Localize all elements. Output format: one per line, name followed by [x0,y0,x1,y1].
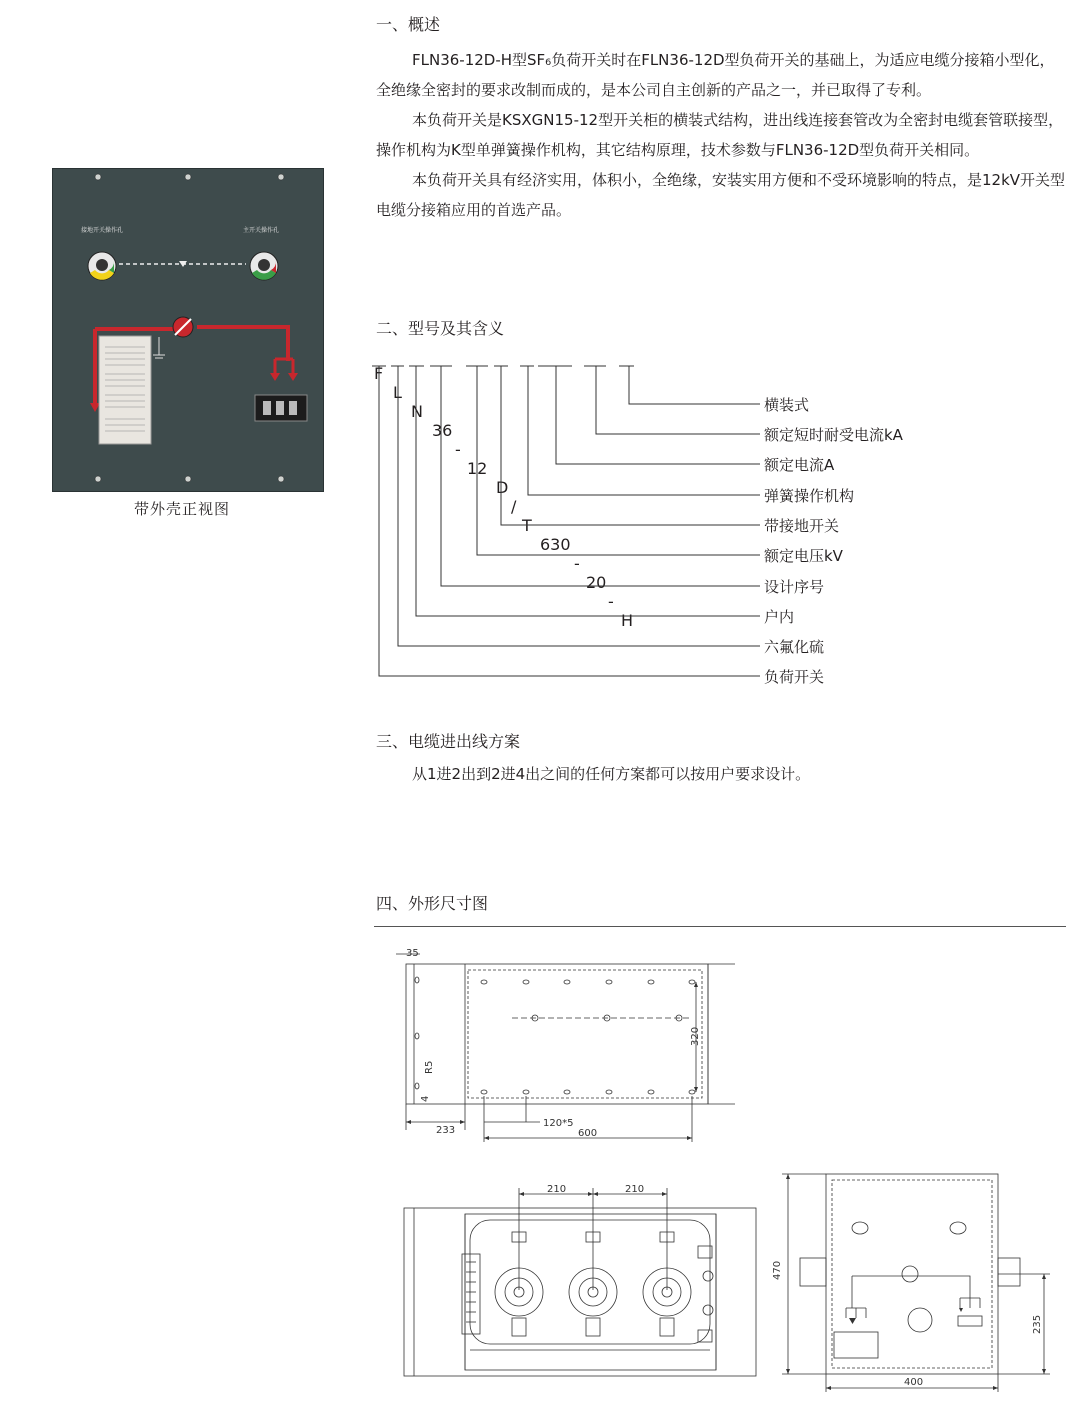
code-char: - [574,554,580,573]
code-char: L [393,383,402,402]
meaning-item: 弹簧操作机构 [764,487,855,505]
overview-paragraph-2: 本负荷开关是KSXGN15-12型开关柜的横装式结构，进出线连接套管改为全密封电缆套管联接型，操作机构为K型单弹簧操作机构，其它结构原理，技术参数与FLN36-12D型负荷开关相同。 [376,111,1064,159]
code-char: 20 [586,573,607,592]
code-char: 630 [540,535,571,554]
code-char: H [621,611,634,630]
code-char: 12 [467,459,488,478]
dim-label: 235 [1032,1314,1043,1334]
code-char: - [455,440,461,459]
meaning-item: 六氟化硫 [764,638,825,656]
dim-label: 35 [406,948,419,959]
section-heading-model: 二、型号及其含义 [376,319,505,338]
meaning-item: 额定短时耐受电流kA [764,426,903,444]
dim-label: 4 [420,1095,431,1102]
meaning-item: 横装式 [764,396,810,414]
code-char: / [511,497,517,516]
dim-label: 120*5 [543,1118,574,1129]
section-heading-dimensions: 四、外形尺寸图 [376,894,489,913]
dim-label: 210 [547,1184,567,1195]
meaning-item: 额定电流A [764,456,835,474]
dim-label: 233 [436,1125,456,1136]
overview-paragraph-3: 本负荷开关具有经济实用，体积小，全绝缘，安装实用方便和不受环境影响的特点，是12kV开关型电缆分接箱应用的首选产品。 [376,171,1066,219]
meaning-item: 负荷开关 [764,668,825,686]
code-char: D [496,478,509,497]
overview-paragraph-1: FLN36-12D-H型SF₆负荷开关时在FLN36-12D型负荷开关的基础上，为适应电缆分接箱小型化，全绝缘全密封的要求改制而成的，是本公司自主创新的产品之一，并已取得了专利。 [376,51,1055,99]
dim-label: 600 [578,1128,598,1139]
meaning-item: 户内 [764,608,795,626]
dim-label: R5 [424,1060,435,1074]
meaning-item: 设计序号 [764,578,825,596]
photo-label-earthing-hole: 接地开关操作孔 [81,227,124,234]
dim-label: 210 [625,1184,645,1195]
photo-label-main-hole: 主开关操作孔 [243,227,280,234]
code-char: 36 [432,421,453,440]
code-char: - [608,592,614,611]
code-char: T [522,516,532,535]
code-char: N [411,402,423,421]
cable-scheme-text: 从1进2出到2进4出之间的任何方案都可以按用户要求设计。 [412,765,811,783]
section-heading-overview: 一、概述 [376,15,441,34]
section-heading-cable: 三、电缆进出线方案 [376,732,521,751]
dim-label: 320 [690,1026,701,1046]
meaning-item: 额定电压kV [764,547,843,565]
photo-caption: 带外壳正视图 [134,500,231,518]
dim-label: 470 [772,1260,783,1280]
dim-label: 400 [904,1377,924,1388]
code-char: F [374,364,384,383]
meaning-item: 带接地开关 [764,517,840,535]
